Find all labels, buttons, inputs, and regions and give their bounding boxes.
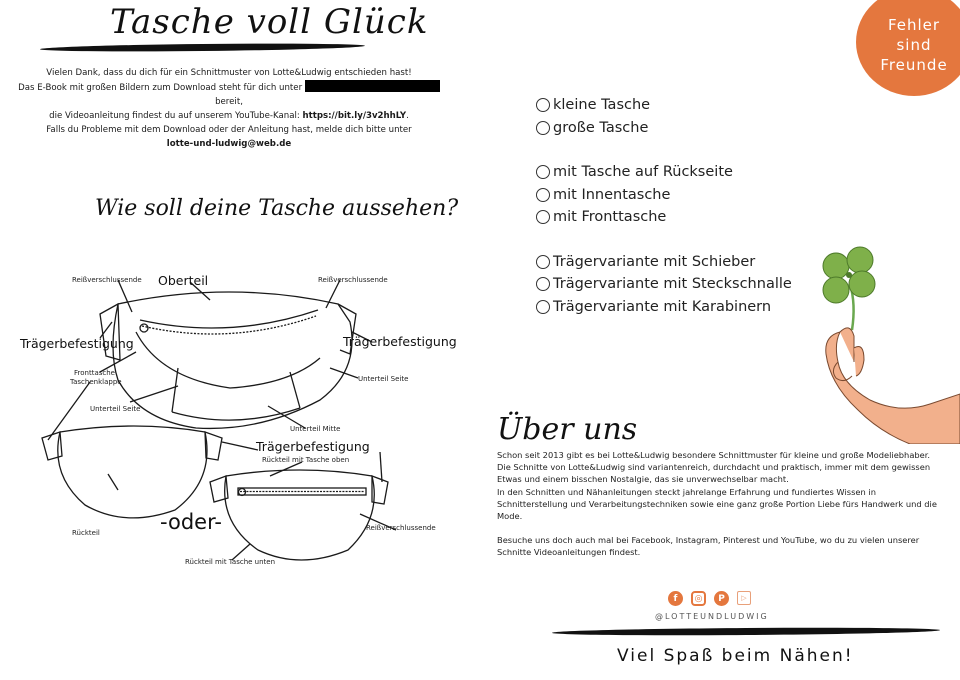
social-icons (668, 591, 751, 606)
fehler-badge (856, 0, 960, 96)
label-unterteil-seite-right: Unterteil Seite (358, 375, 409, 383)
label-rueckteil: Rückteil (72, 529, 100, 537)
bag-diagram (0, 260, 460, 580)
youtube-icon[interactable]: ▷ (737, 591, 751, 605)
option-grosse-tasche[interactable] (536, 120, 648, 136)
option-kleine-tasche[interactable] (536, 97, 650, 113)
intro-line-2: Das E-Book mit großen Bildern zum Download steht für dich unter (18, 83, 303, 93)
option-label: mit Innentasche (553, 187, 671, 203)
radio-icon[interactable] (536, 210, 550, 224)
social-handle[interactable]: @LOTTEUNDLUDWIG (655, 612, 769, 621)
label-reissverschlussende-right: Reißverschlussende (318, 276, 388, 284)
badge-line-3: Freunde (880, 56, 948, 74)
label-fronttasche: Fronttasche (74, 369, 115, 377)
about-text (497, 449, 942, 559)
option-label: mit Tasche auf Rückseite (553, 164, 733, 180)
label-unterteil-seite-left: Unterteil Seite (90, 405, 141, 413)
page-title: Tasche voll Glück (110, 2, 429, 42)
badge-line-2: sind (896, 36, 932, 54)
option-fronttasche[interactable] (536, 209, 666, 225)
label-oder: -oder- (160, 510, 222, 534)
instagram-icon[interactable]: ◎ (691, 591, 706, 606)
about-heading: Über uns (497, 412, 638, 447)
label-rueckteil-unten: Rückteil mit Tasche unten (185, 558, 276, 566)
intro-line-1: Vielen Dank, dass du dich für ein Schnittmuster von Lotte&Ludwig entschieden hast! (46, 68, 412, 78)
hand-clover-illustration (800, 244, 960, 444)
radio-icon[interactable] (536, 121, 550, 135)
option-label: Trägervariante mit Schieber (553, 254, 756, 270)
label-traegerbefestigung-left: Trägerbefestigung (20, 336, 134, 351)
intro-line-4: Falls du Probleme mit dem Download oder der Anleitung hast, melde dich bitte unter (46, 125, 412, 135)
intro-line-2-end: bereit, (215, 97, 243, 107)
radio-icon[interactable] (536, 300, 550, 314)
pinterest-icon[interactable]: P (714, 591, 729, 606)
intro-line-3-end: . (406, 111, 409, 121)
radio-icon[interactable] (536, 277, 550, 291)
about-paragraph-4: Besuche uns doch auch mal bei Facebook, Instagram, Pinterest und YouTube, wo du zu vielen unserer Schnitte Videoanleitungen findest. (497, 535, 920, 558)
badge-line-1: Fehler (887, 16, 941, 34)
option-label: Trägervariante mit Karabinern (553, 299, 772, 315)
youtube-link[interactable]: https://bit.ly/3v2hhLY (302, 111, 407, 121)
radio-icon[interactable] (536, 165, 550, 179)
label-reissverschlussende-bottom: Reißverschlussende (366, 524, 436, 532)
question-heading: Wie soll deine Tasche aussehen? (95, 196, 459, 221)
label-rueckteil-oben: Rückteil mit Tasche oben (262, 456, 350, 464)
option-innentasche[interactable] (536, 187, 670, 203)
about-paragraph-1: Schon seit 2013 gibt es bei Lotte&Ludwig besondere Schnittmuster für kleine und große Modeliebhaber. (497, 450, 931, 460)
intro-text (10, 66, 448, 151)
label-oberteil: Oberteil (158, 273, 209, 288)
title-brush-stroke (40, 42, 365, 52)
radio-icon[interactable] (536, 255, 550, 269)
radio-icon[interactable] (536, 98, 550, 112)
label-taschenklappe: Taschenklappe (70, 378, 122, 386)
closing-brush-stroke (552, 627, 940, 637)
email-link[interactable]: lotte-und-ludwig@web.de (166, 139, 292, 149)
option-label: Trägervariante mit Steckschnalle (553, 276, 792, 292)
option-tasche-rueckseite[interactable] (536, 164, 733, 180)
label-traegerbefestigung-bottom: Trägerbefestigung (256, 439, 370, 454)
closing-text: Viel Spaß beim Nähen! (617, 646, 854, 666)
label-reissverschlussende-left: Reißverschlussende (72, 276, 142, 284)
option-steckschnalle[interactable] (536, 276, 792, 292)
radio-icon[interactable] (536, 188, 550, 202)
facebook-icon[interactable]: f (668, 591, 683, 606)
option-schieber[interactable] (536, 254, 755, 270)
label-traegerbefestigung-right: Trägerbefestigung (343, 334, 457, 349)
about-paragraph-3: In den Schnitten und Nähanleitungen steckt jahrelange Erfahrung und fundiertes Wissen in Schnitterstellung und Verarbeitungstechniken sowie eine ganz große Portion Liebe fürs Handwerk und die Mode. (497, 486, 937, 522)
intro-line-3: die Videoanleitung findest du auf unserem YouTube-Kanal: (49, 111, 300, 121)
redacted-link (305, 80, 440, 92)
option-karabinern[interactable] (536, 299, 771, 315)
option-label: mit Fronttasche (553, 209, 667, 225)
label-unterteil-mitte: Unterteil Mitte (290, 425, 341, 433)
option-label: große Tasche (553, 120, 649, 136)
about-paragraph-2: Die Schnitte von Lotte&Ludwig sind variantenreich, durchdacht und praktisch, immer mit dem gewissen Etwas und einem bisschen Nostalgie, das sie unverwechselbar macht. (497, 462, 931, 485)
option-label: kleine Tasche (553, 97, 651, 113)
